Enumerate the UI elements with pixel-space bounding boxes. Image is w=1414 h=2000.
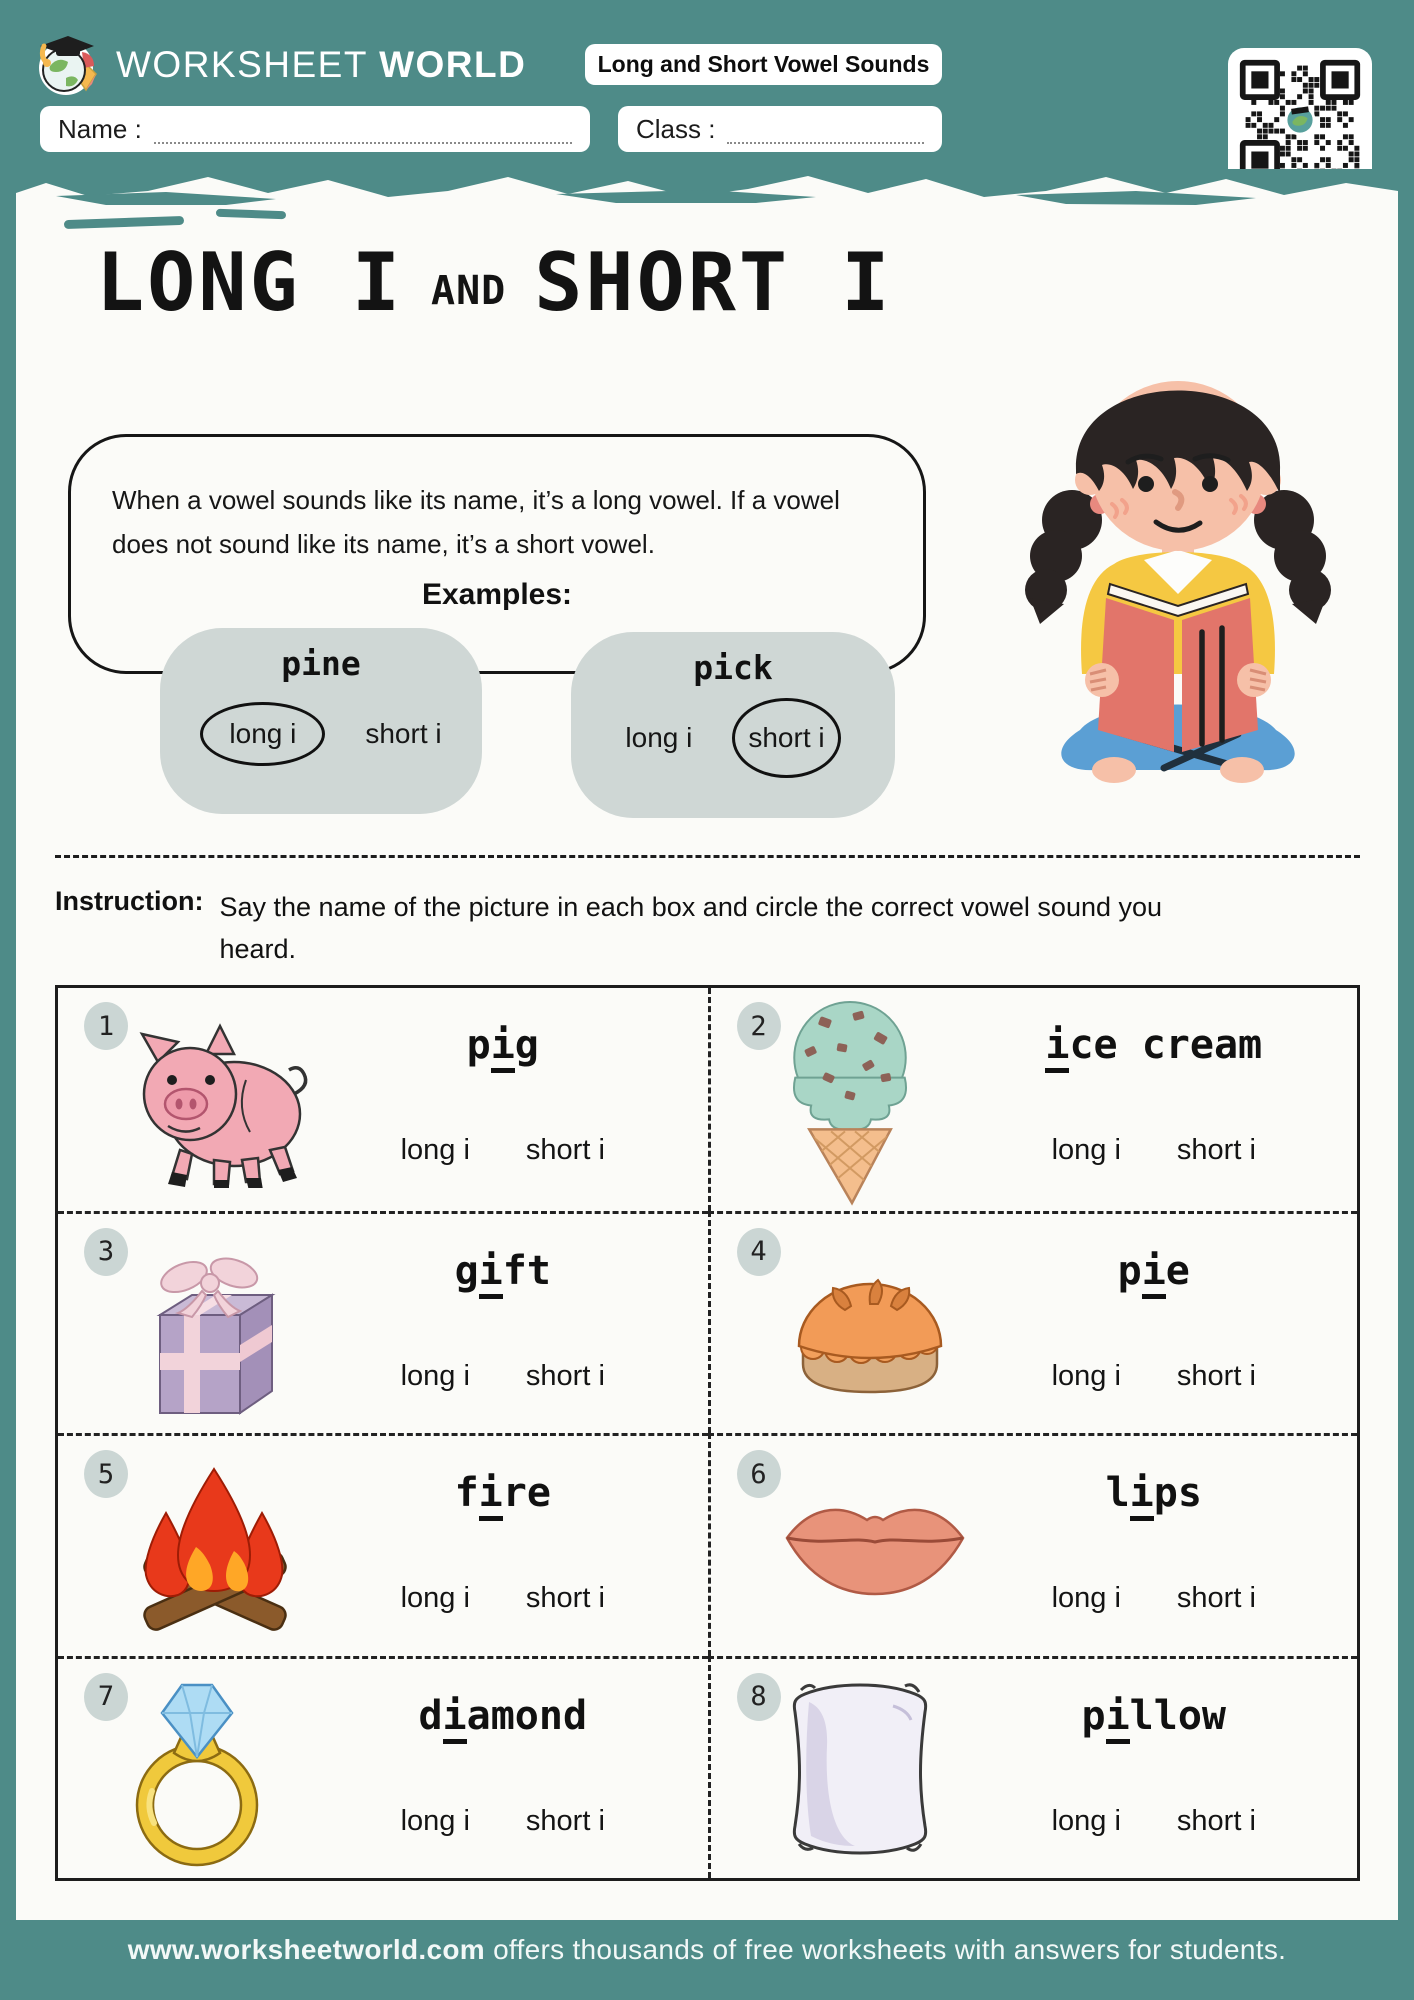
example-pill-pine [160,628,482,814]
exercise-cell-pillow [708,1656,1358,1879]
option-short-i[interactable]: short i [1176,1582,1256,1614]
item-number-badge: 5 [84,1450,128,1498]
item-word: fire [308,1470,698,1516]
example-pine-option-short-i: short i [365,718,442,749]
item-number-badge: 2 [737,1002,781,1050]
rule-text: When a vowel sounds like its name, it’s a long vowel. If a vowel does not sound like its name, it’s a short vowel. [112,485,840,559]
instruction-label: Instruction: [55,886,204,916]
item-number-badge: 6 [737,1450,781,1498]
option-long-i[interactable]: long i [1051,1804,1121,1837]
title-short-i: SHORT I [534,236,893,329]
example-pick-option-long-i: long i [625,722,693,753]
exercise-cell-fire [58,1433,708,1656]
brush-mark [64,216,184,229]
lips-illustration [775,1480,975,1612]
footer-site-url: www.worksheetworld.com [127,1934,485,1965]
item-word: pig [308,1022,698,1068]
dashed-divider [55,855,1360,858]
option-long-i[interactable]: long i [400,1582,470,1614]
instruction [55,886,1225,970]
item-word: pillow [961,1693,1348,1739]
brush-mark [216,209,286,219]
pig-illustration [122,1010,318,1188]
exercise-cell-pig [58,988,708,1211]
pie-illustration [775,1248,965,1398]
option-short-i[interactable]: short i [1176,1804,1256,1837]
name-field [40,106,590,152]
title-long-i: LONG I [96,236,403,329]
option-long-i[interactable]: long i [400,1359,470,1392]
item-word: ice cream [961,1022,1348,1068]
option-long-i[interactable]: long i [1051,1359,1121,1392]
brand-logo-icon [36,32,100,98]
exercise-cell-diamond [58,1656,708,1879]
brand-name [116,44,526,86]
title-and: AND [430,267,507,314]
item-number-badge: 4 [737,1228,781,1276]
example-pine-option-long-i-circled: long i [200,702,325,766]
option-short-i[interactable]: short i [525,1359,605,1392]
class-label: Class : [636,113,716,144]
name-label: Name : [58,113,142,144]
option-long-i[interactable]: long i [400,1804,470,1837]
fire-illustration [122,1451,307,1641]
footer-tagline: offers thousands of free worksheets with answers for students. [484,1934,1287,1965]
brand-name-bold: WORLD [379,44,527,85]
brand-logo [36,32,526,98]
option-short-i[interactable]: short i [1176,1134,1256,1166]
item-word: pie [961,1248,1348,1294]
exercise-cell-lips [708,1433,1358,1656]
diamond-ring-illustration [122,1669,272,1867]
example-pick-option-short-i-circled: short i [732,698,840,778]
page-title [96,236,892,329]
instruction-text: Say the name of the picture in each box and circle the correct vowel sound you heard. [219,892,1163,964]
brand-name-light: WORKSHEET [116,44,368,85]
qr-code-icon [1237,57,1363,183]
option-short-i[interactable]: short i [525,1804,605,1837]
exercise-grid [55,985,1360,1881]
item-word: diamond [308,1693,698,1739]
exercise-cell-gift [58,1211,708,1434]
example-word-pick: pick [693,648,773,687]
girl-reading-illustration [1016,298,1340,798]
exercise-cell-ice-cream [708,988,1358,1211]
example-word-pine: pine [281,644,361,683]
examples-heading: Examples: [421,578,573,611]
footer [0,1934,1414,1966]
item-number-badge: 8 [737,1673,781,1721]
item-number-badge: 1 [84,1002,128,1050]
gift-illustration [122,1223,297,1423]
option-short-i[interactable]: short i [1176,1359,1256,1392]
class-field [618,106,942,152]
item-word: lips [961,1470,1348,1516]
option-short-i[interactable]: short i [525,1582,605,1614]
name-input-line[interactable] [154,114,572,144]
example-pill-pick [571,632,895,818]
item-word: gift [308,1248,698,1294]
option-short-i[interactable]: short i [525,1134,605,1166]
worksheet-topic-badge: Long and Short Vowel Sounds [585,44,942,85]
option-long-i[interactable]: long i [400,1134,470,1166]
item-number-badge: 3 [84,1228,128,1276]
option-long-i[interactable]: long i [1051,1582,1121,1614]
ice-cream-illustration [775,992,925,1206]
item-number-badge: 7 [84,1673,128,1721]
exercise-cell-pie [708,1211,1358,1434]
pillow-illustration [775,1668,945,1868]
option-long-i[interactable]: long i [1051,1134,1121,1166]
class-input-line[interactable] [727,114,924,144]
